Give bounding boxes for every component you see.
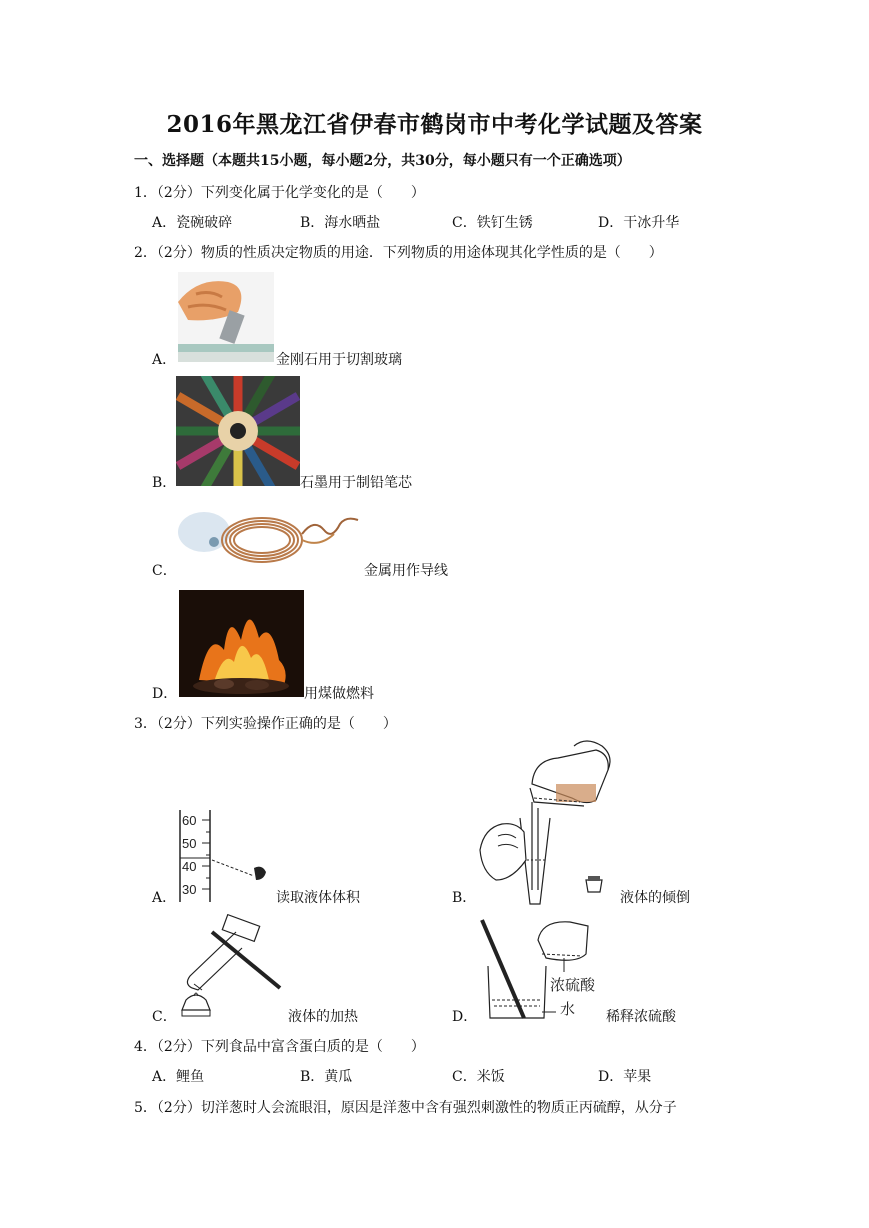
- pencils-image: [176, 376, 300, 486]
- coal-fire-image: [179, 590, 304, 697]
- q3-option-c-caption: 液体的加热: [288, 1009, 358, 1025]
- acid-label: 浓硫酸: [550, 976, 596, 994]
- q4-option-a: A．鲤鱼: [152, 1069, 205, 1085]
- q2-option-c-letter: C．: [152, 563, 177, 579]
- cylinder-tick-60: 60: [182, 813, 197, 828]
- q1-option-a: A．瓷碗破碎: [152, 215, 233, 231]
- q2-option-a-letter: A．: [152, 352, 177, 368]
- question-5-stem: 5．（2分）切洋葱时人会流眼泪，原因是洋葱中含有强烈刺激性的物质正丙硫醇，从分子: [134, 1100, 677, 1116]
- question-4-stem: 4．（2分）下列食品中富含蛋白质的是（ ）: [134, 1039, 425, 1055]
- q2-option-c-caption: 金属用作导线: [364, 563, 448, 579]
- cylinder-tick-30: 30: [182, 882, 197, 897]
- q3-option-c-letter: C．: [152, 1009, 177, 1025]
- question-2-stem: 2．（2分）物质的性质决定物质的用途．下列物质的用途体现其化学性质的是（ ）: [134, 245, 663, 261]
- q4-option-b: B．黄瓜: [300, 1069, 353, 1085]
- q2-option-d-caption: 用煤做燃料: [304, 686, 374, 702]
- diluting-acid-diagram: [480, 914, 604, 1026]
- q1-option-c: C．铁钉生锈: [452, 215, 533, 231]
- q3-option-a-caption: 读取液体体积: [276, 890, 360, 906]
- q4-option-c: C．米饭: [452, 1069, 505, 1085]
- q2-option-a-caption: 金刚石用于切割玻璃: [276, 352, 402, 368]
- diamond-cutting-glass-image: [178, 272, 274, 362]
- water-label: 水: [560, 1000, 576, 1018]
- pouring-liquid-diagram: [476, 740, 614, 906]
- q3-option-a-letter: A．: [152, 890, 177, 906]
- question-3-stem: 3．（2分）下列实验操作正确的是（ ）: [134, 716, 397, 732]
- q1-option-b: B．海水晒盐: [300, 215, 381, 231]
- q2-option-d-letter: D．: [152, 686, 178, 702]
- cylinder-tick-50: 50: [182, 836, 197, 851]
- q3-option-d-letter: D．: [452, 1009, 478, 1025]
- heating-liquid-diagram: [176, 914, 284, 1022]
- section-header: 一、选择题（本题共15小题，每小题2分，共30分，每小题只有一个正确选项）: [134, 153, 631, 169]
- q3-option-d-caption: 稀释浓硫酸: [606, 1009, 676, 1025]
- cylinder-tick-40: 40: [182, 859, 197, 874]
- q4-option-d: D．苹果: [598, 1069, 652, 1085]
- q3-option-b-caption: 液体的倾倒: [620, 890, 690, 906]
- page-title: 2016年黑龙江省伊春市鹤岗市中考化学试题及答案: [166, 111, 703, 138]
- question-1-stem: 1．（2分）下列变化属于化学变化的是（ ）: [134, 185, 425, 201]
- graduated-cylinder-diagram: [176, 808, 276, 904]
- q2-option-b-caption: 石墨用于制铅笔芯: [300, 475, 412, 491]
- q2-option-b-letter: B．: [152, 475, 177, 491]
- copper-wire-image: [174, 504, 360, 576]
- q1-option-d: D．干冰升华: [598, 215, 680, 231]
- q3-option-b-letter: B．: [452, 890, 477, 906]
